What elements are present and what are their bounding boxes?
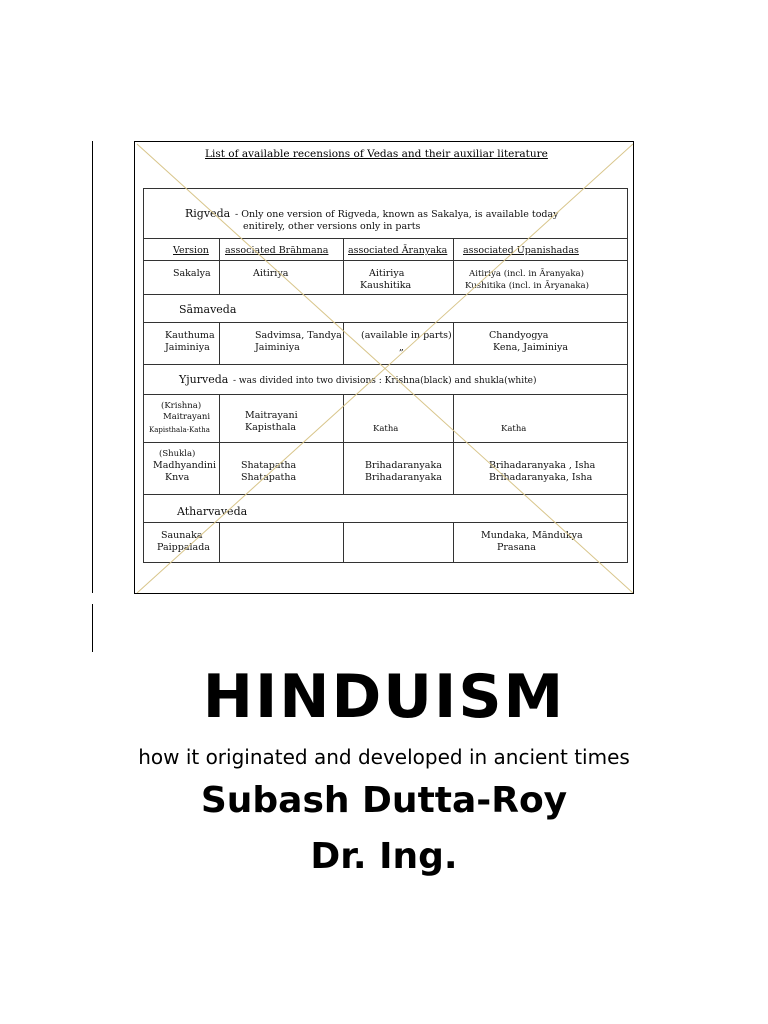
samaveda-label: Sāmaveda <box>179 303 237 316</box>
shukla-aranyaka: Brihadaranyaka <box>365 472 442 483</box>
sakalya-aranyaka: Aitiriya <box>369 268 405 279</box>
shukla-version: Madhyandini <box>153 460 217 471</box>
samaveda-brahmana: Jaiminiya <box>255 342 300 353</box>
yajurveda-label: Yjurveda <box>179 373 229 386</box>
shukla-brahmana: Shatapatha <box>241 472 297 483</box>
vedas-recensions-figure <box>134 141 634 594</box>
header-aranyaka: associated Āranyaka <box>348 245 448 256</box>
book-title: HINDUISM <box>202 662 566 732</box>
shukla-version: Knva <box>165 472 190 483</box>
figure-title: List of available recensions of Vedas and their auxiliar literature <box>205 148 548 160</box>
samaveda-version: Jaiminiya <box>165 342 210 353</box>
samaveda-aranyaka: (available in parts) <box>361 330 452 341</box>
shukla-version: (Shukla) <box>159 449 196 459</box>
krishna-aranyaka: Katha <box>373 424 399 434</box>
shukla-upanishad: Brihadaranyaka , Isha <box>489 460 596 471</box>
author-degree: Dr. Ing. <box>310 836 458 877</box>
sakalya-upanishad: Kushitika (incl. in Āryanaka) <box>465 281 590 291</box>
krishna-upanishad: Katha <box>501 424 527 434</box>
samaveda-upanishad: Kena, Jaiminiya <box>493 342 569 353</box>
rigveda-note-line1: - Only one version of Rigveda, known as Sakalya, is available today <box>235 209 559 220</box>
samaveda-upanishad: Chandyogya <box>489 330 549 341</box>
shukla-aranyaka: Brihadaranyaka <box>365 460 442 471</box>
sakalya-upanishad: Aitiriya (incl. in Āranyaka) <box>469 269 585 279</box>
samaveda-version: Kauthuma <box>165 330 215 341</box>
rigveda-label: Rigveda <box>185 207 231 220</box>
krishna-version: (Krishna) <box>161 401 202 411</box>
shukla-brahmana: Shatapatha <box>241 460 297 471</box>
header-upanishadas: associated Upanishadas <box>463 245 579 256</box>
book-subtitle: how it originated and developed in ancient times <box>138 745 630 769</box>
rigveda-note-line2: enitirely, other versions only in parts <box>243 221 421 232</box>
atharvaveda-upanishad: Prasana <box>497 542 536 553</box>
krishna-brahmana: Kapisthala <box>245 422 297 433</box>
yajurveda-note: - was divided into two divisions : Krishna(black) and shukla(white) <box>233 376 537 386</box>
atharvaveda-label: Atharvaveda <box>177 505 248 518</box>
placeholder-cross-lines <box>135 142 634 594</box>
krishna-version: Maitrayani <box>163 412 211 422</box>
shukla-upanishad: Brihadaranyaka, Isha <box>489 472 593 483</box>
sakalya-version: Sakalya <box>173 268 211 279</box>
sakalya-aranyaka: Kaushitika <box>360 280 412 291</box>
left-margin-line <box>92 141 93 593</box>
atharvaveda-upanishad: Mundaka, Māndukya <box>481 530 583 541</box>
atharvaveda-version: Saunaka <box>161 530 203 541</box>
sakalya-brahmana: Aitiriya <box>253 268 289 279</box>
krishna-version: Kapisthala-Katha <box>149 426 210 434</box>
atharvaveda-version: Paippalada <box>157 542 210 553</box>
left-margin-line-lower <box>92 604 93 652</box>
samaveda-aranyaka: „ <box>399 342 404 353</box>
author-name: Subash Dutta-Roy <box>200 780 568 821</box>
samaveda-brahmana: Sadvimsa, Tandya <box>255 330 342 341</box>
header-brahmana: associated Brāhmana <box>225 245 329 256</box>
krishna-brahmana: Maitrayani <box>245 410 298 421</box>
header-version: Version <box>173 245 209 256</box>
